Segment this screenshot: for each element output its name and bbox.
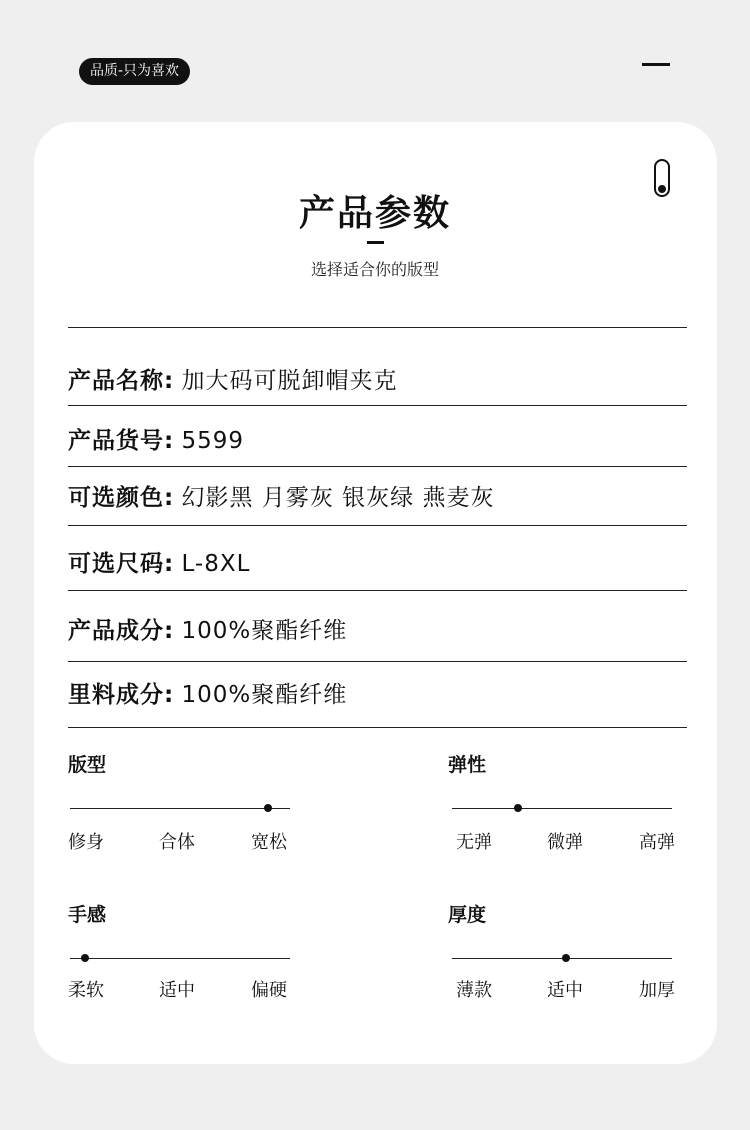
spec-value: 100%聚酯纤维	[181, 618, 348, 644]
param-title-touch: 手感	[68, 904, 107, 926]
param-option: 微弹	[547, 832, 583, 853]
param-scale-touch	[70, 958, 290, 959]
page-title: 产品参数	[298, 193, 451, 234]
spec-row-name	[68, 362, 687, 395]
param-option: 高弹	[639, 832, 675, 853]
param-scale-thickness	[452, 958, 672, 959]
param-option: 合体	[159, 832, 195, 853]
spec-label: 产品货号:	[68, 428, 175, 454]
param-option: 无弹	[456, 832, 492, 853]
param-level-dot	[514, 804, 522, 812]
param-title-thickness: 厚度	[448, 904, 487, 926]
param-option: 薄款	[456, 980, 492, 1001]
param-option: 宽松	[251, 832, 287, 853]
divider-line	[68, 590, 687, 591]
spec-label: 产品名称:	[68, 368, 175, 394]
spec-label: 可选颜色:	[68, 485, 175, 511]
spec-value: 加大码可脱卸帽夹克	[181, 368, 398, 394]
param-option: 适中	[547, 980, 583, 1001]
spec-value: L-8XL	[181, 551, 251, 577]
param-option: 修身	[68, 832, 104, 853]
divider-line	[68, 727, 687, 728]
divider-line	[68, 525, 687, 526]
param-title-fit: 版型	[68, 754, 107, 776]
param-scale-fit	[70, 808, 290, 809]
spec-row-material	[68, 612, 687, 645]
param-scale-stretch	[452, 808, 672, 809]
spec-label: 可选尺码:	[68, 551, 175, 577]
param-level-dot	[264, 804, 272, 812]
title-divider	[367, 241, 384, 244]
spec-value: 100%聚酯纤维	[181, 682, 348, 708]
param-option: 加厚	[639, 980, 675, 1001]
divider-line	[68, 661, 687, 662]
divider-line	[68, 466, 687, 467]
spec-value: 幻影黑 月雾灰 银灰绿 燕麦灰	[181, 485, 495, 511]
param-title-stretch: 弹性	[448, 754, 487, 776]
spec-value: 5599	[181, 428, 245, 454]
divider-line	[68, 405, 687, 406]
spec-row-sku	[68, 422, 687, 455]
spec-row-colors	[68, 479, 687, 512]
spec-label: 里料成分:	[68, 682, 175, 708]
spec-row-sizes	[68, 545, 687, 578]
minus-icon	[642, 63, 670, 66]
param-option: 偏硬	[251, 980, 287, 1001]
page-subtitle: 选择适合你的版型	[310, 260, 439, 279]
param-option: 柔软	[68, 980, 104, 1001]
spec-label: 产品成分:	[68, 618, 175, 644]
spec-row-lining	[68, 676, 687, 709]
param-option: 适中	[159, 980, 195, 1001]
divider-line	[68, 327, 687, 328]
brand-badge: 品质-只为喜欢	[79, 58, 190, 85]
